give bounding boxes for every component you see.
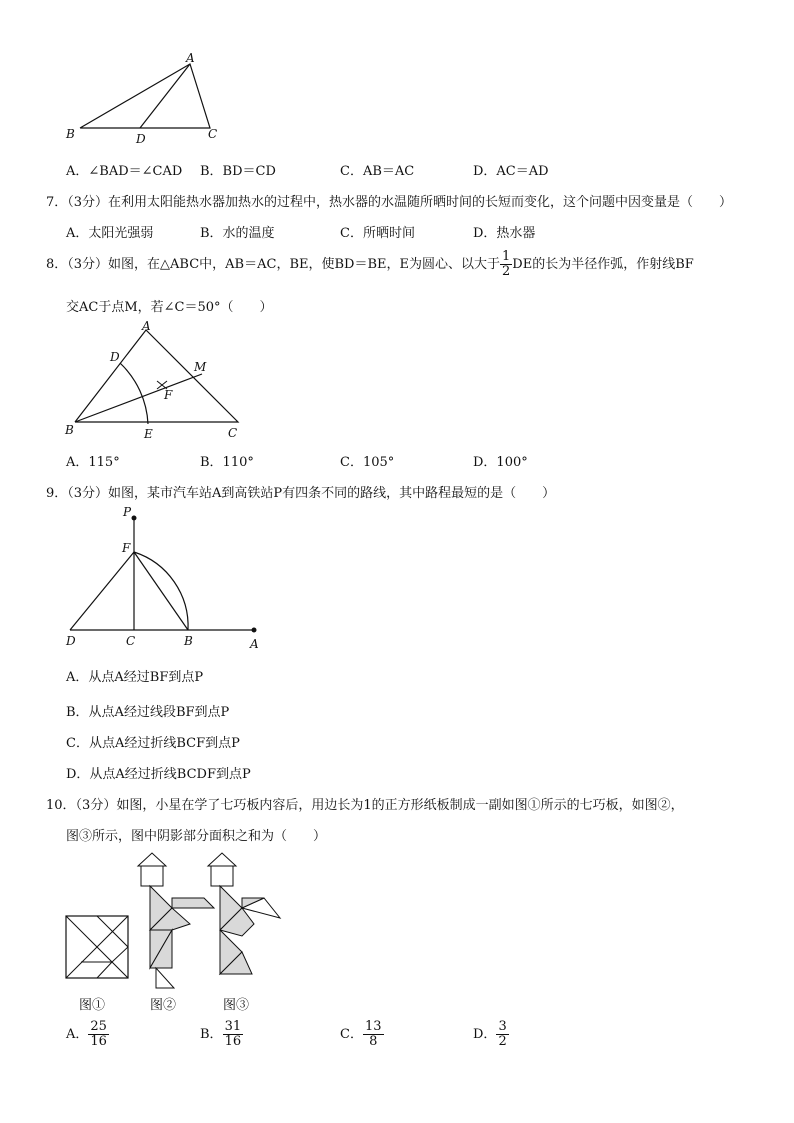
q9-option-d[interactable]: D．从点A经过折线BCDF到点P (66, 767, 251, 782)
q10-option-a-prefix: A． (66, 1027, 89, 1042)
q9-option-b[interactable]: B．从点A经过线段BF到点P (66, 705, 230, 720)
q10-caption-3: 图③ (223, 998, 250, 1013)
q9-option-a[interactable]: A．从点A经过BF到点P (66, 670, 204, 685)
q10-option-b-fraction (223, 1020, 244, 1049)
q10-option-d[interactable] (473, 1020, 509, 1049)
q8-fraction (500, 250, 512, 279)
q10-option-a-den: 16 (90, 1034, 107, 1049)
q8-stem-part2: DE的长为半径作弧，作射线BF (512, 257, 694, 272)
q7-option-a[interactable]: A．太阳光强弱 (66, 226, 154, 241)
q8-stem-part1: 8．（3分）如图，在△ABC中，AB＝AC，BE，使BD＝BE，E为圆心、以大于 (46, 257, 500, 272)
q9-route-figure (60, 500, 270, 655)
q10-option-b[interactable] (200, 1020, 243, 1049)
q9-label-A: A (250, 637, 259, 651)
q10-option-d-num: 3 (498, 1019, 507, 1034)
q8-option-d[interactable]: D．100° (473, 455, 528, 470)
q8-label-A: A (142, 319, 151, 333)
q8-option-c[interactable]: C．105° (340, 455, 395, 470)
q10-option-c-prefix: C． (340, 1027, 363, 1042)
q9-label-D: D (66, 634, 76, 648)
q8-label-M: M (194, 360, 207, 374)
q6-option-b[interactable]: B．BD＝CD (200, 164, 276, 179)
q10-option-a-num: 25 (90, 1019, 107, 1034)
q6-option-a[interactable]: A．∠BAD＝∠CAD (66, 164, 183, 179)
q6-option-d[interactable]: D．AC＝AD (473, 164, 549, 179)
q7-option-c[interactable]: C．所晒时间 (340, 226, 415, 241)
q6-option-c[interactable]: C．AB＝AC (340, 164, 415, 179)
q10-option-b-num: 31 (224, 1019, 242, 1034)
q7-option-b[interactable]: B．水的温度 (200, 226, 275, 241)
q10-option-b-den: 16 (224, 1034, 242, 1049)
q9-label-P: P (123, 505, 132, 519)
q6-triangle-figure (60, 50, 230, 150)
q9-option-c[interactable]: C．从点A经过折线BCF到点P (66, 736, 240, 751)
q8-stem-line1 (46, 250, 694, 279)
q10-tangram-figure-1 (62, 912, 132, 982)
q7-option-d[interactable]: D．热水器 (473, 226, 536, 241)
q8-label-B: B (65, 423, 74, 437)
q8-label-C: C (228, 426, 238, 440)
q9-label-B: B (184, 634, 193, 648)
q10-option-c-fraction (363, 1020, 384, 1049)
q10-option-d-prefix: D． (473, 1027, 497, 1042)
q10-option-c-den: 8 (369, 1034, 378, 1049)
q8-frac-den: 2 (502, 264, 511, 279)
q7-stem: 7．（3分）在利用太阳能热水器加热水的过程中，热水器的水温随所晒时间的长短而变化，这个问题中因变量是（ ） (46, 195, 733, 210)
q10-option-a-fraction (88, 1020, 109, 1049)
q9-stem: 9．（3分）如图，某市汽车站A到高铁站P有四条不同的路线，其中路程最短的是（ ） (46, 486, 556, 501)
q10-stem-line2: 图③所示，图中阴影部分面积之和为（ ） (66, 829, 327, 844)
q8-stem-line2: 交AC于点M，若∠C＝50°（ ） (66, 300, 273, 315)
q10-option-d-fraction (496, 1020, 508, 1049)
q8-option-b[interactable]: B．110° (200, 455, 254, 470)
q8-label-D: D (110, 350, 120, 364)
q10-caption-2: 图② (150, 998, 177, 1013)
q9-label-C: C (126, 634, 136, 648)
q10-stem-line1: 10．（3分）如图，小星在学了七巧板内容后，用边长为1的正方形纸板制成一副如图①所示的七巧板，如图②， (46, 798, 684, 813)
q10-option-b-prefix: B． (200, 1027, 223, 1042)
q6-label-D: D (136, 132, 146, 146)
q10-tangram-figure-3 (202, 850, 292, 992)
q8-frac-num: 1 (502, 249, 511, 264)
q6-label-A: A (186, 51, 195, 65)
q10-caption-1: 图① (79, 998, 106, 1013)
q6-label-B: B (66, 127, 75, 141)
q9-label-F: F (122, 541, 131, 555)
q10-option-a[interactable] (66, 1020, 109, 1049)
q10-option-d-den: 2 (498, 1034, 507, 1049)
q10-option-c-num: 13 (364, 1019, 382, 1034)
q8-label-F: F (164, 388, 173, 402)
q8-label-E: E (144, 427, 153, 441)
q6-label-C: C (208, 127, 218, 141)
q8-triangle-figure (60, 318, 250, 443)
q8-option-a[interactable]: A．115° (66, 455, 120, 470)
q10-option-c[interactable] (340, 1020, 384, 1049)
